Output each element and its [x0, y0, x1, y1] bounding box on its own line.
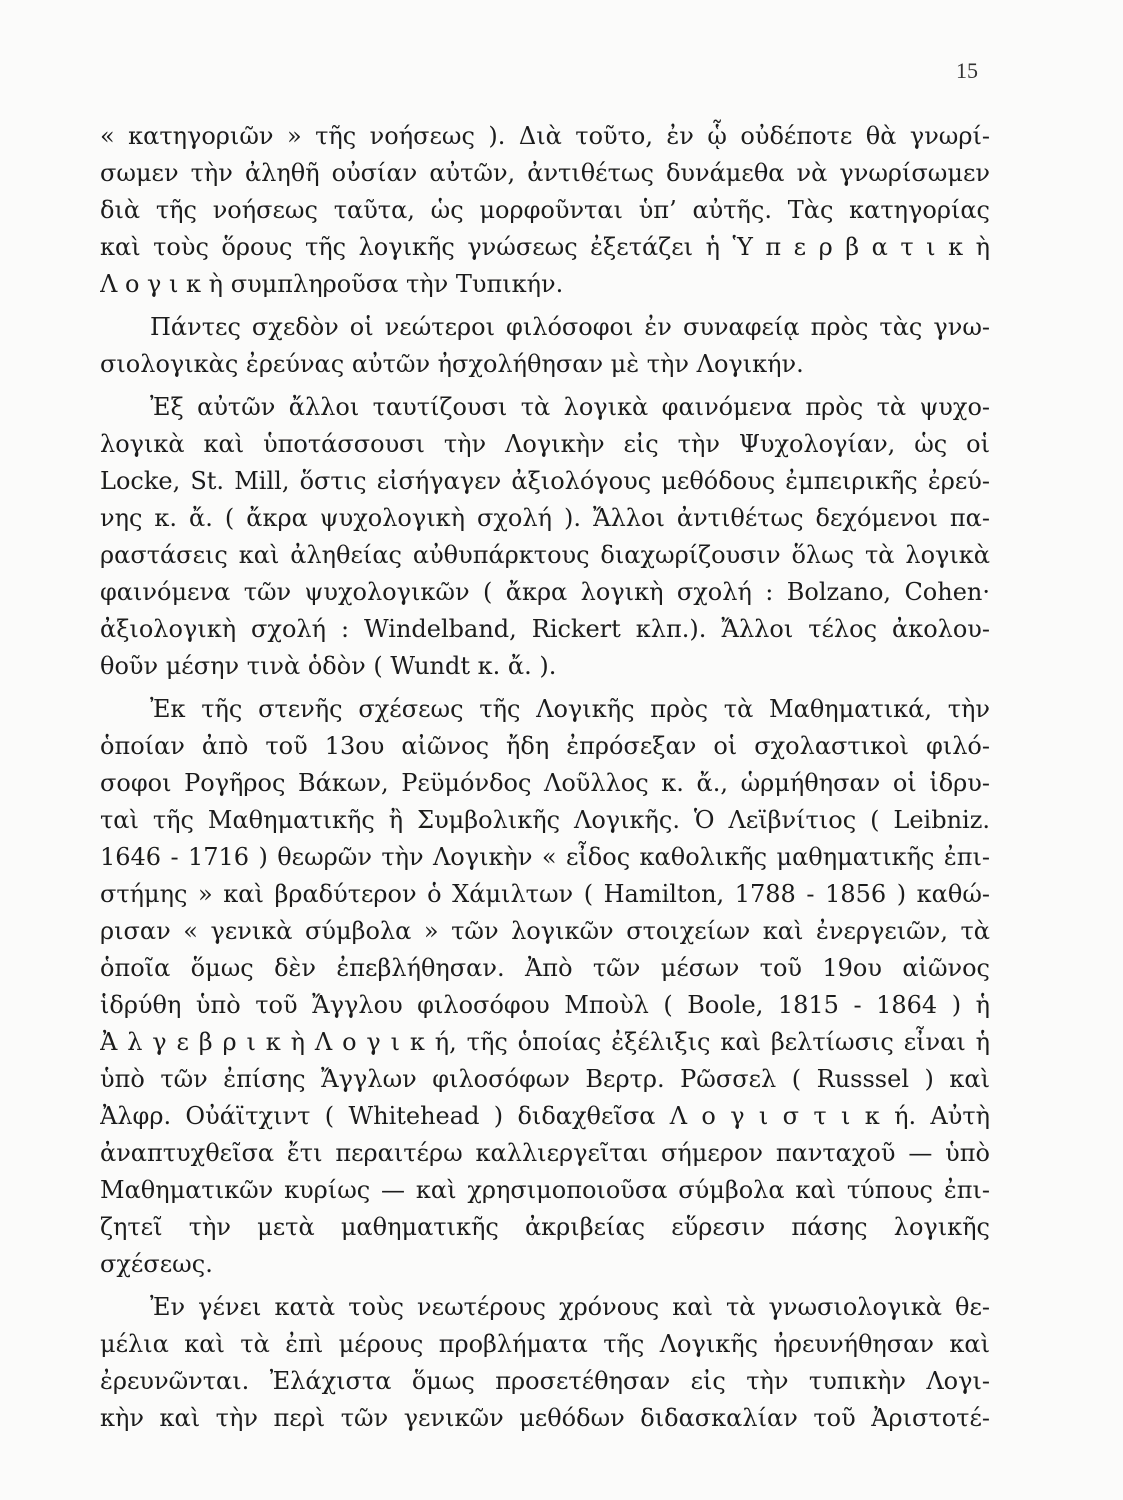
text-line: διὰ τῆς νοήσεως ταῦτα, ὡς μορφοῦνται ὑπ’ αὐτῆς. Τὰς κατηγορίας — [100, 196, 990, 224]
text-body — [100, 118, 990, 1437]
text-line: Ἀλφρ. Οὐάϊτχιντ ( Whitehead ) διδαχθεῖσα Λ ο γ ι σ τ ι κ ή. Αὐτὴ — [100, 1102, 990, 1130]
text-line: φαινόμενα τῶν ψυχολογικῶν ( ἄκρα λογικὴ σχολή : Bolzano, Cohen· — [100, 578, 990, 606]
text-line: Μαθηματικῶν κυρίως — καὶ χρησιμοποιοῦσα σύμβολα καὶ τύπους ἐπι- — [100, 1176, 990, 1204]
text-line: σχέσεως. — [100, 1250, 213, 1278]
page-number: 15 — [956, 58, 978, 83]
text-line: νης κ. ἄ. ( ἄκρα ψυχολογικὴ σχολή ). Ἄλλοι ἀντιθέτως δεχόμενοι πα- — [100, 504, 990, 532]
text-line: ρισαν « γενικὰ σύμβολα » τῶν λογικῶν στοιχείων καὶ ἐνεργειῶν, τὰ — [100, 917, 990, 945]
text-line: καὶ τοὺς ὅρους τῆς λογικῆς γνώσεως ἐξετάζει ἡ Ὑ π ε ρ β α τ ι κ ὴ — [100, 233, 990, 261]
text-line: λογικὰ καὶ ὑποτάσσουσι τὴν Λογικὴν εἰς τὴν Ψυχολογίαν, ὡς οἱ — [100, 430, 990, 458]
text-line: ὁποῖα ὅμως δὲν ἐπεβλήθησαν. Ἀπὸ τῶν μέσων τοῦ 19ου αἰῶνος — [100, 954, 990, 982]
text-line: ὁποίαν ἀπὸ τοῦ 13ου αἰῶνος ἤδη ἐπρόσεξαν οἱ σχολαστικοὶ φιλό- — [100, 732, 990, 760]
text-line: ραστάσεις καὶ ἀληθείας αὐθυπάρκτους διαχωρίζουσιν ὅλως τὰ λογικὰ — [100, 541, 990, 569]
text-line: Ἐξ αὐτῶν ἄλλοι ταυτίζουσι τὰ λογικὰ φαινόμενα πρὸς τὰ ψυχο- — [150, 393, 990, 421]
text-line: ἀξιολογικὴ σχολή : Windelband, Rickert κλπ.). Ἄλλοι τέλος ἀκολου- — [100, 615, 990, 643]
text-line: μέλια καὶ τὰ ἐπὶ μέρους προβλήματα τῆς Λογικῆς ἠρευνήθησαν καὶ — [100, 1330, 990, 1358]
text-line: ὑπὸ τῶν ἐπίσης Ἄγγλων φιλοσόφων Βερτρ. Ρῶσσελ ( Russsel ) καὶ — [100, 1065, 990, 1093]
text-line: Ἐν γένει κατὰ τοὺς νεωτέρους χρόνους καὶ τὰ γνωσιολογικὰ θε- — [150, 1293, 990, 1321]
text-line: Locke, St. Mill, ὅστις εἰσήγαγεν ἀξιολόγους μεθόδους ἐμπειρικῆς ἐρεύ- — [100, 467, 990, 495]
text-line: ἐρευνῶνται. Ἐλάχιστα ὅμως προσετέθησαν εἰς τὴν τυπικὴν Λογι- — [100, 1367, 990, 1395]
text-line: Πάντες σχεδὸν οἱ νεώτεροι φιλόσοφοι ἐν συναφείᾳ πρὸς τὰς γνω- — [150, 313, 990, 341]
text-line: Ἀ λ γ ε β ρ ι κ ὴ Λ ο γ ι κ ή, τῆς ὁποίας ἐξέλιξις καὶ βελτίωσις εἶναι ἡ — [100, 1028, 990, 1056]
text-line: στήμης » καὶ βραδύτερον ὁ Χάμιλτων ( Hamilton, 1788 - 1856 ) καθώ- — [100, 880, 990, 908]
text-line: σωμεν τὴν ἀληθῆ οὐσίαν αὐτῶν, ἀντιθέτως δυνάμεθα νὰ γνωρίσωμεν — [100, 159, 990, 187]
text-line: ταὶ τῆς Μαθηματικῆς ἢ Συμβολικῆς Λογικῆς. Ὁ Λεϊβνίτιος ( Leibniz. — [100, 806, 990, 834]
text-line: κὴν καὶ τὴν περὶ τῶν γενικῶν μεθόδων διδασκαλίαν τοῦ Ἀριστοτέ- — [100, 1404, 990, 1432]
text-line: θοῦν μέσην τινὰ ὁδὸν ( Wundt κ. ἄ. ). — [100, 652, 557, 680]
text-line: Ἐκ τῆς στενῆς σχέσεως τῆς Λογικῆς πρὸς τὰ Μαθηματικά, τὴν — [150, 695, 990, 723]
text-line: ἱδρύθη ὑπὸ τοῦ Ἄγγλου φιλοσόφου Μποὺλ ( Boole, 1815 - 1864 ) ἡ — [100, 991, 990, 1019]
text-line: σοφοι Ρογῆρος Βάκων, Ρεϋμόνδος Λοῦλλος κ. ἄ., ὡρμήθησαν οἱ ἱδρυ- — [100, 769, 990, 797]
text-line: ζητεῖ τὴν μετὰ μαθηματικῆς ἀκριβείας εὕρεσιν πάσης λογικῆς — [100, 1213, 990, 1241]
text-line: Λ ο γ ι κ ὴ συμπληροῦσα τὴν Τυπικήν. — [100, 270, 564, 298]
text-line: ἀναπτυχθεῖσα ἔτι περαιτέρω καλλιεργεῖται σήμερον πανταχοῦ — ὑπὸ — [100, 1139, 990, 1167]
text-line: σιολογικὰς ἐρεύνας αὐτῶν ἠσχολήθησαν μὲ τὴν Λογικήν. — [100, 350, 804, 378]
text-line: « κατηγοριῶν » τῆς νοήσεως ). Διὰ τοῦτο, ἐν ᾧ οὐδέποτε θὰ γνωρί- — [100, 122, 990, 150]
text-line: 1646 - 1716 ) θεωρῶν τὴν Λογικὴν « εἶδος καθολικῆς μαθηματικῆς ἐπι- — [100, 843, 990, 871]
